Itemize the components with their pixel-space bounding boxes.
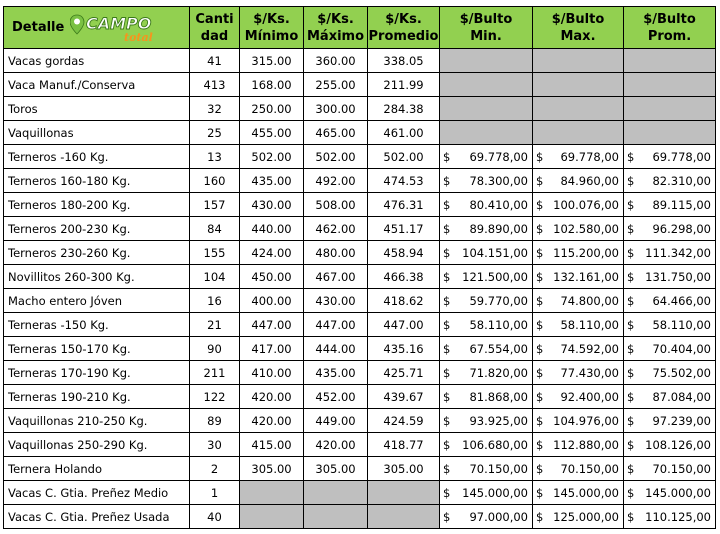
- cell-max: 502.00: [304, 145, 368, 169]
- currency-symbol: $: [627, 389, 635, 404]
- currency-symbol: $: [627, 221, 635, 236]
- cell-bulto-min: [440, 49, 533, 73]
- cell-prom: [368, 505, 440, 529]
- money-value: 75.502,00: [652, 365, 711, 380]
- money-value: 111.342,00: [645, 245, 711, 260]
- cell-prom: 418.77: [368, 433, 440, 457]
- cell-min: 315.00: [240, 49, 304, 73]
- table-row: [4, 409, 716, 433]
- cell-prom: 305.00: [368, 457, 440, 481]
- money-value: 100.076,00: [553, 197, 619, 212]
- table-row: [4, 385, 716, 409]
- cell-detalle: Terneros 160-180 Kg.: [4, 169, 190, 193]
- table-row: [4, 265, 716, 289]
- currency-symbol: $: [443, 317, 451, 332]
- cell-detalle: Terneros -160 Kg.: [4, 145, 190, 169]
- cell-bulto-min: [440, 169, 533, 193]
- table-row: [4, 217, 716, 241]
- table-row: [4, 145, 716, 169]
- currency-symbol: $: [443, 413, 451, 428]
- cell-cantidad: 89: [190, 409, 240, 433]
- logo-word: CAMPO: [86, 13, 152, 33]
- cell-detalle: Vaquillonas 210-250 Kg.: [4, 409, 190, 433]
- cell-min: 430.00: [240, 193, 304, 217]
- cell-cantidad: 160: [190, 169, 240, 193]
- money-value: 58.110,00: [560, 317, 619, 332]
- cell-bulto-max: [533, 73, 624, 97]
- money-value: 106.680,00: [462, 437, 528, 452]
- money-value: 108.126,00: [645, 437, 711, 452]
- cell-min: 502.00: [240, 145, 304, 169]
- money-value: 104.151,00: [462, 245, 528, 260]
- money-value: 145.000,00: [553, 485, 619, 500]
- cell-detalle: Terneras 170-190 Kg.: [4, 361, 190, 385]
- header-bulto-min: $/Bulto Min.: [440, 7, 533, 49]
- money-value: 69.778,00: [469, 149, 528, 164]
- cell-prom: 451.17: [368, 217, 440, 241]
- cell-bulto-prom: [624, 97, 716, 121]
- currency-symbol: $: [627, 509, 635, 524]
- cell-detalle: Vaca Manuf./Conserva: [4, 73, 190, 97]
- cell-prom: 476.31: [368, 193, 440, 217]
- money-value: 96.298,00: [652, 221, 711, 236]
- cell-bulto-min: [440, 313, 533, 337]
- currency-symbol: $: [536, 293, 544, 308]
- currency-symbol: $: [443, 509, 451, 524]
- cell-detalle: Vaquillonas: [4, 121, 190, 145]
- cell-prom: 418.62: [368, 289, 440, 313]
- table-row: [4, 241, 716, 265]
- cell-prom: 458.94: [368, 241, 440, 265]
- money-value: 58.110,00: [652, 317, 711, 332]
- currency-symbol: $: [443, 485, 451, 500]
- money-value: 58.110,00: [469, 317, 528, 332]
- currency-symbol: $: [627, 461, 635, 476]
- table-row: [4, 505, 716, 529]
- header-max: $/Ks. Máximo: [304, 7, 368, 49]
- cell-detalle: Vacas gordas: [4, 49, 190, 73]
- currency-symbol: $: [627, 149, 635, 164]
- currency-symbol: $: [536, 437, 544, 452]
- campo-total-logo: [70, 13, 162, 43]
- cell-bulto-max: [533, 241, 624, 265]
- cell-min: [240, 481, 304, 505]
- cell-detalle: Terneras 190-210 Kg.: [4, 385, 190, 409]
- cell-max: 360.00: [304, 49, 368, 73]
- cell-max: 492.00: [304, 169, 368, 193]
- cell-cantidad: 211: [190, 361, 240, 385]
- cell-bulto-max: [533, 49, 624, 73]
- money-value: 77.430,00: [560, 365, 619, 380]
- cell-cantidad: 41: [190, 49, 240, 73]
- cell-max: 430.00: [304, 289, 368, 313]
- cell-detalle: Terneros 180-200 Kg.: [4, 193, 190, 217]
- cell-cantidad: 16: [190, 289, 240, 313]
- currency-symbol: $: [443, 245, 451, 260]
- table-row: [4, 457, 716, 481]
- cell-min: [240, 505, 304, 529]
- cell-max: 462.00: [304, 217, 368, 241]
- cell-cantidad: 157: [190, 193, 240, 217]
- cell-bulto-prom: [624, 145, 716, 169]
- table-row: [4, 481, 716, 505]
- cell-min: 410.00: [240, 361, 304, 385]
- cell-min: 415.00: [240, 433, 304, 457]
- currency-symbol: $: [536, 197, 544, 212]
- money-value: 121.500,00: [462, 269, 528, 284]
- cell-bulto-prom: [624, 289, 716, 313]
- cell-bulto-max: [533, 121, 624, 145]
- table-row: [4, 49, 716, 73]
- cell-cantidad: 25: [190, 121, 240, 145]
- cell-detalle: Terneras 150-170 Kg.: [4, 337, 190, 361]
- cell-max: 435.00: [304, 361, 368, 385]
- cell-min: 450.00: [240, 265, 304, 289]
- cell-min: 250.00: [240, 97, 304, 121]
- currency-symbol: $: [627, 245, 635, 260]
- cell-detalle: Ternera Holando: [4, 457, 190, 481]
- cell-cantidad: 84: [190, 217, 240, 241]
- cell-cantidad: 2: [190, 457, 240, 481]
- money-value: 115.200,00: [553, 245, 619, 260]
- cell-bulto-prom: [624, 481, 716, 505]
- cell-bulto-prom: [624, 457, 716, 481]
- currency-symbol: $: [627, 365, 635, 380]
- table-body: [4, 49, 716, 529]
- money-value: 97.239,00: [652, 413, 711, 428]
- table-row: [4, 193, 716, 217]
- currency-symbol: $: [443, 221, 451, 236]
- header-prom: $/Ks. Promedio: [368, 7, 440, 49]
- cell-prom: 439.67: [368, 385, 440, 409]
- table-row: [4, 313, 716, 337]
- cell-max: 447.00: [304, 313, 368, 337]
- cell-bulto-max: [533, 217, 624, 241]
- money-value: 67.554,00: [469, 341, 528, 356]
- cell-cantidad: 21: [190, 313, 240, 337]
- table-row: [4, 97, 716, 121]
- cell-cantidad: 13: [190, 145, 240, 169]
- cell-detalle: Terneros 200-230 Kg.: [4, 217, 190, 241]
- currency-symbol: $: [443, 149, 451, 164]
- cell-cantidad: 90: [190, 337, 240, 361]
- currency-symbol: $: [627, 485, 635, 500]
- currency-symbol: $: [443, 389, 451, 404]
- money-value: 89.115,00: [652, 197, 711, 212]
- money-value: 89.890,00: [469, 221, 528, 236]
- cell-bulto-max: [533, 313, 624, 337]
- currency-symbol: $: [627, 413, 635, 428]
- currency-symbol: $: [627, 317, 635, 332]
- cell-bulto-max: [533, 145, 624, 169]
- cell-prom: 474.53: [368, 169, 440, 193]
- cell-prom: 447.00: [368, 313, 440, 337]
- money-value: 74.800,00: [560, 293, 619, 308]
- cell-prom: 425.71: [368, 361, 440, 385]
- money-value: 87.084,00: [652, 389, 711, 404]
- currency-symbol: $: [627, 173, 635, 188]
- money-value: 69.778,00: [652, 149, 711, 164]
- currency-symbol: $: [536, 269, 544, 284]
- cell-min: 420.00: [240, 409, 304, 433]
- currency-symbol: $: [627, 341, 635, 356]
- currency-symbol: $: [536, 509, 544, 524]
- cell-bulto-min: [440, 385, 533, 409]
- cell-bulto-min: [440, 121, 533, 145]
- currency-symbol: $: [536, 317, 544, 332]
- currency-symbol: $: [627, 293, 635, 308]
- cell-bulto-min: [440, 409, 533, 433]
- cell-cantidad: 122: [190, 385, 240, 409]
- cell-bulto-min: [440, 289, 533, 313]
- cell-bulto-prom: [624, 409, 716, 433]
- currency-symbol: $: [536, 461, 544, 476]
- cell-max: 444.00: [304, 337, 368, 361]
- table-row: [4, 361, 716, 385]
- cell-detalle: Terneras -150 Kg.: [4, 313, 190, 337]
- cell-cantidad: 413: [190, 73, 240, 97]
- cell-detalle: Novillitos 260-300 Kg.: [4, 265, 190, 289]
- cell-detalle: Vaquillonas 250-290 Kg.: [4, 433, 190, 457]
- cell-max: 467.00: [304, 265, 368, 289]
- header-bulto-prom: $/Bulto Prom.: [624, 7, 716, 49]
- cell-detalle: Vacas C. Gtia. Preñez Medio: [4, 481, 190, 505]
- cell-bulto-prom: [624, 217, 716, 241]
- money-value: 64.466,00: [652, 293, 711, 308]
- currency-symbol: $: [443, 365, 451, 380]
- header-detalle: [4, 7, 190, 49]
- table-row: [4, 73, 716, 97]
- cell-bulto-min: [440, 337, 533, 361]
- currency-symbol: $: [536, 365, 544, 380]
- currency-symbol: $: [536, 173, 544, 188]
- currency-symbol: $: [443, 461, 451, 476]
- cell-detalle: Macho entero Jóven: [4, 289, 190, 313]
- cell-max: 465.00: [304, 121, 368, 145]
- currency-symbol: $: [536, 485, 544, 500]
- money-value: 80.410,00: [469, 197, 528, 212]
- currency-symbol: $: [443, 341, 451, 356]
- money-value: 131.750,00: [645, 269, 711, 284]
- cell-bulto-min: [440, 193, 533, 217]
- money-value: 110.125,00: [645, 509, 711, 524]
- cell-max: 305.00: [304, 457, 368, 481]
- logo-subword: total: [124, 30, 154, 43]
- table-row: [4, 121, 716, 145]
- cell-bulto-max: [533, 289, 624, 313]
- cell-prom: [368, 481, 440, 505]
- money-value: 92.400,00: [560, 389, 619, 404]
- money-value: 70.150,00: [469, 461, 528, 476]
- cell-bulto-prom: [624, 49, 716, 73]
- money-value: 59.770,00: [469, 293, 528, 308]
- cell-bulto-prom: [624, 241, 716, 265]
- cell-bulto-prom: [624, 169, 716, 193]
- cell-bulto-max: [533, 385, 624, 409]
- cell-bulto-max: [533, 361, 624, 385]
- cell-min: 417.00: [240, 337, 304, 361]
- cell-min: 435.00: [240, 169, 304, 193]
- cell-bulto-prom: [624, 193, 716, 217]
- cell-max: [304, 481, 368, 505]
- currency-symbol: $: [536, 245, 544, 260]
- cell-detalle: Toros: [4, 97, 190, 121]
- money-value: 70.150,00: [652, 461, 711, 476]
- table-row: [4, 337, 716, 361]
- money-value: 71.820,00: [469, 365, 528, 380]
- header-bulto-max: $/Bulto Max.: [533, 7, 624, 49]
- money-value: 145.000,00: [462, 485, 528, 500]
- cell-bulto-min: [440, 265, 533, 289]
- cell-min: 440.00: [240, 217, 304, 241]
- cell-bulto-max: [533, 97, 624, 121]
- cell-min: 455.00: [240, 121, 304, 145]
- cell-max: 255.00: [304, 73, 368, 97]
- currency-symbol: $: [536, 341, 544, 356]
- currency-symbol: $: [627, 437, 635, 452]
- cell-bulto-min: [440, 505, 533, 529]
- cell-bulto-min: [440, 97, 533, 121]
- cell-prom: 461.00: [368, 121, 440, 145]
- money-value: 82.310,00: [652, 173, 711, 188]
- money-value: 112.880,00: [553, 437, 619, 452]
- cell-detalle: Vacas C. Gtia. Preñez Usada: [4, 505, 190, 529]
- cell-bulto-max: [533, 505, 624, 529]
- money-value: 69.778,00: [560, 149, 619, 164]
- header-detalle-label: Detalle: [12, 20, 65, 35]
- cell-max: 452.00: [304, 385, 368, 409]
- cell-max: 449.00: [304, 409, 368, 433]
- money-value: 104.976,00: [553, 413, 619, 428]
- cell-bulto-max: [533, 169, 624, 193]
- cell-cantidad: 40: [190, 505, 240, 529]
- cell-cantidad: 32: [190, 97, 240, 121]
- cell-prom: 502.00: [368, 145, 440, 169]
- cell-min: 420.00: [240, 385, 304, 409]
- cell-bulto-prom: [624, 337, 716, 361]
- cell-bulto-min: [440, 145, 533, 169]
- currency-symbol: $: [443, 437, 451, 452]
- cell-max: 420.00: [304, 433, 368, 457]
- cell-cantidad: 104: [190, 265, 240, 289]
- cell-prom: 424.59: [368, 409, 440, 433]
- money-value: 145.000,00: [645, 485, 711, 500]
- cell-min: 168.00: [240, 73, 304, 97]
- cell-prom: 211.99: [368, 73, 440, 97]
- cell-bulto-prom: [624, 313, 716, 337]
- currency-symbol: $: [536, 389, 544, 404]
- cell-bulto-min: [440, 457, 533, 481]
- table-row: [4, 433, 716, 457]
- cell-bulto-max: [533, 481, 624, 505]
- cell-cantidad: 155: [190, 241, 240, 265]
- money-value: 93.925,00: [469, 413, 528, 428]
- cell-min: 305.00: [240, 457, 304, 481]
- money-value: 78.300,00: [469, 173, 528, 188]
- header-min: $/Ks. Mínimo: [240, 7, 304, 49]
- cell-bulto-min: [440, 241, 533, 265]
- cell-min: 400.00: [240, 289, 304, 313]
- cell-bulto-max: [533, 337, 624, 361]
- cell-bulto-max: [533, 265, 624, 289]
- cell-bulto-prom: [624, 385, 716, 409]
- cell-bulto-min: [440, 361, 533, 385]
- currency-symbol: $: [443, 293, 451, 308]
- price-table: [3, 6, 716, 529]
- header-cantidad: Canti dad: [190, 7, 240, 49]
- currency-symbol: $: [443, 197, 451, 212]
- money-value: 74.592,00: [560, 341, 619, 356]
- cell-prom: 466.38: [368, 265, 440, 289]
- cell-max: 300.00: [304, 97, 368, 121]
- cell-bulto-prom: [624, 505, 716, 529]
- money-value: 84.960,00: [560, 173, 619, 188]
- cell-bulto-prom: [624, 361, 716, 385]
- currency-symbol: $: [536, 221, 544, 236]
- cell-bulto-prom: [624, 121, 716, 145]
- table-row: [4, 169, 716, 193]
- cell-detalle: Terneros 230-260 Kg.: [4, 241, 190, 265]
- cell-bulto-min: [440, 433, 533, 457]
- cell-bulto-min: [440, 217, 533, 241]
- cell-prom: 284.38: [368, 97, 440, 121]
- cell-cantidad: 30: [190, 433, 240, 457]
- money-value: 70.150,00: [560, 461, 619, 476]
- table-row: [4, 289, 716, 313]
- cell-max: 508.00: [304, 193, 368, 217]
- cell-bulto-max: [533, 433, 624, 457]
- currency-symbol: $: [443, 173, 451, 188]
- cell-bulto-max: [533, 457, 624, 481]
- campo-total-logo-graphic: [70, 13, 162, 43]
- cell-bulto-max: [533, 193, 624, 217]
- money-value: 81.868,00: [469, 389, 528, 404]
- cell-max: [304, 505, 368, 529]
- cell-min: 447.00: [240, 313, 304, 337]
- money-value: 70.404,00: [652, 341, 711, 356]
- currency-symbol: $: [627, 269, 635, 284]
- cell-bulto-prom: [624, 73, 716, 97]
- money-value: 97.000,00: [469, 509, 528, 524]
- cell-min: 424.00: [240, 241, 304, 265]
- currency-symbol: $: [443, 269, 451, 284]
- cell-bulto-min: [440, 73, 533, 97]
- currency-symbol: $: [536, 413, 544, 428]
- cell-prom: 435.16: [368, 337, 440, 361]
- money-value: 125.000,00: [553, 509, 619, 524]
- cell-bulto-prom: [624, 265, 716, 289]
- money-value: 132.161,00: [553, 269, 619, 284]
- cell-bulto-min: [440, 481, 533, 505]
- header-row: [4, 7, 716, 49]
- cell-prom: 338.05: [368, 49, 440, 73]
- cell-max: 480.00: [304, 241, 368, 265]
- money-value: 102.580,00: [553, 221, 619, 236]
- currency-symbol: $: [627, 197, 635, 212]
- cell-cantidad: 1: [190, 481, 240, 505]
- cell-bulto-prom: [624, 433, 716, 457]
- currency-symbol: $: [536, 149, 544, 164]
- cell-bulto-max: [533, 409, 624, 433]
